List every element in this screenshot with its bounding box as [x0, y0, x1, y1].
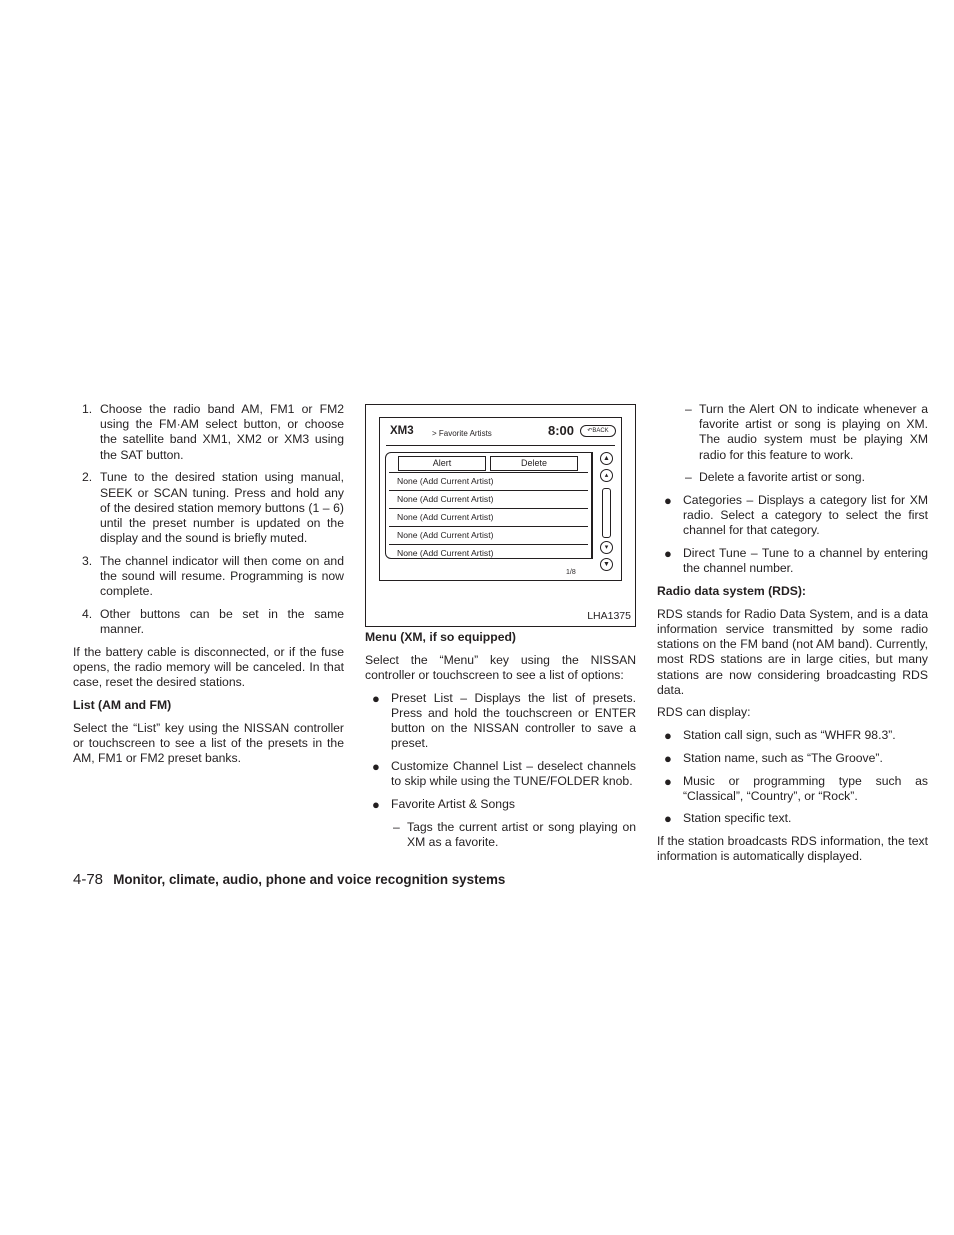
menu-heading: Menu (XM, if so equipped) — [365, 630, 516, 644]
scrollbar — [602, 488, 611, 538]
list-text: Select the “List” key using the NISSAN controller or touchscreen to see a list of the presets in the AM, FM1 or FM2 preset banks. — [73, 720, 344, 766]
bullet-item: ● Customize Channel List – deselect channels to skip while using the TUNE/FOLDER knob. — [372, 758, 636, 789]
scroll-bottom-icon: ▼ — [600, 558, 613, 571]
bullet-item: ● Direct Tune – Tune to a channel by entering the channel number. — [664, 546, 928, 576]
bullet-item: ● Station name, such as “The Groove”. — [664, 750, 883, 766]
list-heading: List (AM and FM) — [73, 697, 172, 712]
sub-item: – Tags the current artist or song playing on XM as a favorite. — [393, 819, 636, 849]
bullet-icon: ● — [664, 493, 672, 509]
list-row: None (Add Current Artist) — [389, 544, 588, 561]
page-footer — [73, 871, 505, 889]
rds-text: RDS stands for Radio Data System, and is a data information service transmitted by some radio stations on the FM band (not AM band). Currently, most RDS stations are in large cities, but many stations are now considering broadcasting RDS data. — [657, 606, 928, 697]
bullet-icon: ● — [372, 758, 380, 774]
screen-subtitle: > Favorite Artists — [432, 429, 492, 438]
alert-button: Alert — [398, 456, 486, 471]
bullet-icon: ● — [372, 796, 380, 812]
step-3: 3. The channel indicator will then come on and the sound will resume. Programming is now complete. — [82, 553, 344, 599]
rds-note: If the station broadcasts RDS information, the text information is automatically displayed. — [657, 834, 928, 864]
screen-clock: 8:00 — [548, 423, 575, 438]
bullet-item: ● Station call sign, such as “WHFR 98.3”. — [664, 728, 896, 744]
bullet-icon: ● — [664, 546, 672, 562]
step-2: 2. Tune to the desired station using manual, SEEK or SCAN tuning. Press and hold any of the desired station memory buttons (1 – 6) until the preset number is updated on the display and the sound is briefly muted. — [82, 470, 344, 546]
back-button: ↶BACK — [580, 425, 616, 437]
step-4: 4. Other buttons can be set in the same manner. — [82, 606, 344, 637]
step-1: 1. Choose the radio band AM, FM1 or FM2 using the FM·AM select button, or choose the satellite band XM1, XM2 or XM3 using the SAT button. — [82, 402, 344, 462]
screen-divider — [386, 445, 615, 446]
column-left — [73, 402, 344, 774]
list-row: None (Add Current Artist) — [389, 472, 588, 489]
menu-intro: Select the “Menu” key using the NISSAN controller or touchscreen to see a list of options: — [365, 652, 636, 682]
bullet-icon: ● — [664, 728, 672, 744]
rds-heading: Radio data system (RDS): — [657, 584, 806, 599]
page-number: 4-78 — [73, 871, 104, 888]
bullet-item: ● Favorite Artist & Songs — [372, 796, 515, 812]
page-indicator: 1/8 — [566, 569, 576, 576]
list-row: None (Add Current Artist) — [389, 490, 588, 507]
favorite-list — [385, 452, 593, 559]
screen-title: XM3 — [390, 425, 414, 437]
list-button-row — [390, 456, 587, 472]
bullet-item: ● Music or programming type such as “Classical”, “Country”, or “Rock”. — [664, 773, 928, 803]
list-row: None (Add Current Artist) — [389, 508, 588, 525]
sub-item: – Turn the Alert ON to indicate whenever a favorite artist or song is playing on XM. The audio system must be playing XM radio for this feature to work. — [685, 402, 928, 462]
delete-button: Delete — [490, 456, 578, 471]
list-row: None (Add Current Artist) — [389, 526, 588, 543]
scroll-down-icon: ▾ — [600, 541, 613, 554]
column-right — [657, 402, 928, 872]
screen-figure — [365, 404, 636, 627]
display-screen — [379, 417, 622, 581]
column-middle — [365, 630, 636, 857]
rds-can: RDS can display: — [657, 705, 751, 720]
bullet-icon: ● — [664, 750, 672, 766]
bullet-icon: ● — [664, 773, 672, 789]
sub-item: – Delete a favorite artist or song. — [685, 470, 865, 485]
scroll-top-icon: ▲ — [600, 452, 613, 465]
figure-label: LHA1375 — [587, 609, 631, 622]
bullet-item: ● Station specific text. — [664, 811, 792, 827]
bullet-item: ● Preset List – Displays the list of presets. Press and hold the touchscreen or ENTER button on the NISSAN controller to save a preset. — [372, 690, 636, 751]
scroll-up-icon: ▴ — [600, 469, 613, 482]
battery-note: If the battery cable is disconnected, or if the fuse opens, the radio memory will be canceled. In that case, reset the desired stations. — [73, 644, 344, 690]
bullet-icon: ● — [372, 690, 380, 706]
bullet-item: ● Categories – Displays a category list for XM radio. Select a category to select the first channel for that category. — [664, 493, 928, 538]
bullet-icon: ● — [664, 811, 672, 827]
section-title: Monitor, climate, audio, phone and voice recognition systems — [113, 872, 506, 887]
